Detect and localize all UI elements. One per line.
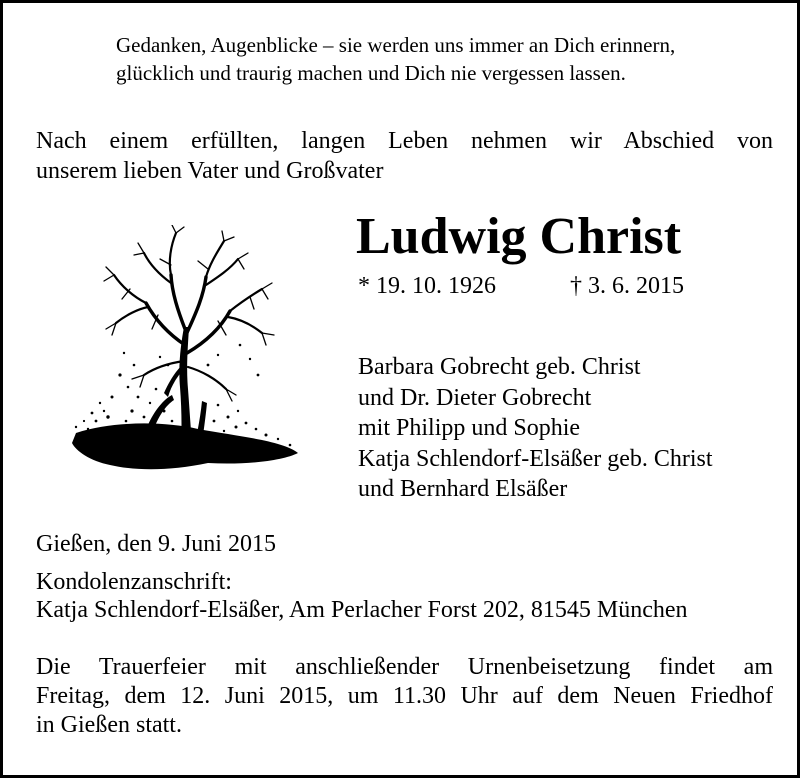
poem-line-2: glücklich und traurig machen und Dich nie vergessen lassen. bbox=[116, 61, 626, 85]
family-list bbox=[358, 352, 713, 505]
funeral-line-1: Die Trauerfeier mit anschließender Urnenbeisetzung findet am bbox=[36, 654, 773, 680]
condolence-address: Katja Schlendorf-Elsäßer, Am Perlacher Forst 202, 81545 München bbox=[36, 597, 688, 623]
deceased-name: Ludwig Christ bbox=[356, 208, 682, 265]
funeral-line-3: in Gießen statt. bbox=[36, 712, 182, 738]
tree-icon bbox=[68, 225, 304, 487]
family-line-5: und Bernhard Elsäßer bbox=[358, 476, 568, 502]
birth-date: * 19. 10. 1926 bbox=[358, 273, 496, 299]
funeral-line-2: Freitag, dem 12. Juni 2015, um 11.30 Uhr auf dem Neuen Friedhof bbox=[36, 683, 773, 709]
place-date: Gießen, den 9. Juni 2015 bbox=[36, 531, 276, 557]
intro-text bbox=[36, 126, 773, 186]
condolence-label: Kondolenzanschrift: bbox=[36, 569, 232, 595]
intro-line-2: unserem lieben Vater und Großvater bbox=[36, 158, 384, 184]
poem bbox=[116, 31, 776, 87]
family-line-3: mit Philipp und Sophie bbox=[358, 415, 581, 441]
family-line-1: Barbara Gobrecht geb. Christ bbox=[358, 354, 641, 380]
death-date: † 3. 6. 2015 bbox=[570, 273, 684, 299]
funeral-info bbox=[36, 653, 773, 740]
family-line-2: und Dr. Dieter Gobrecht bbox=[358, 384, 592, 411]
poem-line-1: Gedanken, Augenblicke – sie werden uns immer an Dich erinnern, bbox=[116, 33, 676, 57]
tree-trunk bbox=[179, 327, 194, 460]
condolence-block bbox=[36, 568, 688, 624]
life-dates bbox=[358, 271, 684, 301]
family-line-4: Katja Schlendorf-Elsäßer geb. Christ bbox=[358, 445, 713, 472]
intro-line-1: Nach einem erfüllten, langen Leben nehmen wir Abschied von bbox=[36, 128, 773, 154]
